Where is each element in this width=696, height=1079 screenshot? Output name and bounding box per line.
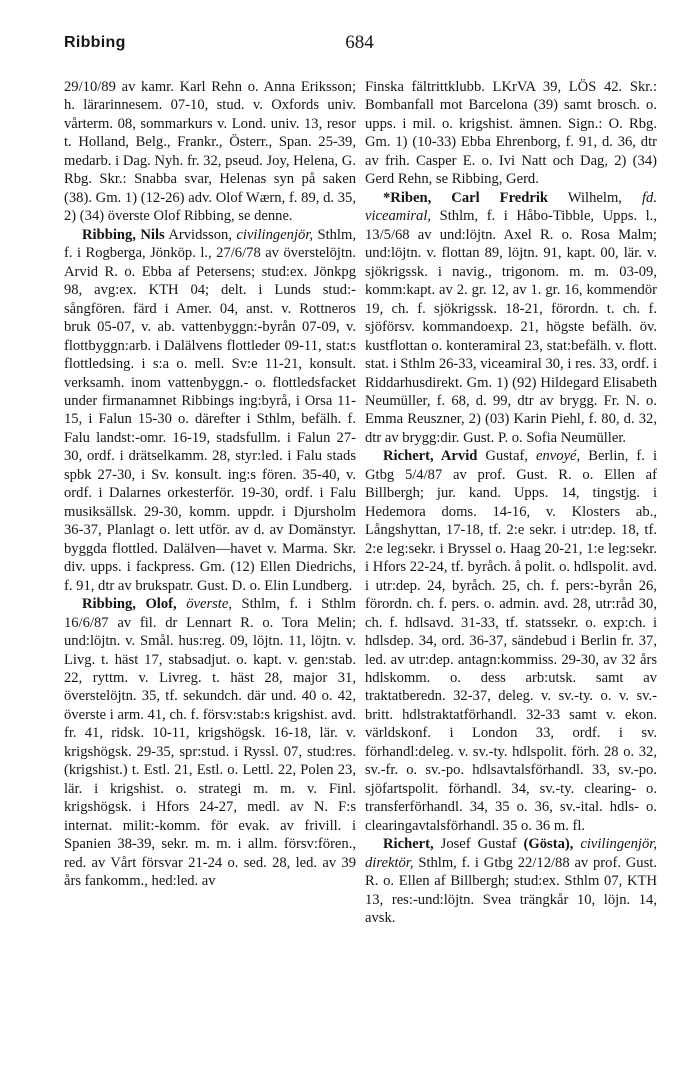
entry-text: Finska fältrittklubb. LKrVA 39, LÖS 42. Skr.: Bombanfall mot Barcelona (39) samt brosch. o. upps. i mil. o. krigshist. ämnen. Sign.: O. Rbg. Gm. 1) (10-33) Ebba Ehrenborg, f. 91, d. 36, dtr av frih. Casper E. o. Ivi Natt och Dag, 2) (34) Gerd Rehn, se Ribbing, Gerd.	[365, 79, 657, 188]
entry-name: Ribbing, Nils	[82, 226, 165, 243]
page-number: 684	[345, 32, 374, 53]
entry-continuation	[64, 78, 356, 226]
running-title: Ribbing	[64, 34, 126, 51]
entry-name: *Riben, Carl Fredrik	[383, 189, 549, 206]
entry-name: Ribbing, Olof,	[82, 596, 177, 613]
entry-given-names: Josef Gustaf	[440, 836, 517, 853]
entry-richert-arvid	[365, 447, 657, 835]
entry-given-names: Arvidsson,	[168, 226, 232, 243]
entry-text: Sthlm, f. i Rogberga, Jönköp. l., 27/6/78 av överstelöjtn. Arvid R. o. Ebba af Petersens; stud:ex. Jönkpg 98, avg:ex. KTH 04; delt. i Lunds stud:-sångfören. färd i Amer. 04, anst. v. Rottneros bruk 05-07, v. ab. vattenbyggn:-byrån 07-09, v. flottbyggn:arb. i Dalälvens flottleder 09-11, stat:s flottledsing. i s:a o. mell. Sv:e 11-21, konsult. verksamh. inom vattenbyggn.- o. flottledsfacket under firmanamnet Ribbings ing:byrå, i Orsa 11-15, i Falun 15-30 o. därefter i Sthlm, befälh. f. Falu landst:-omr. 16-19, stadsfullm. i Falun 27-30, ordf. i drätselkamm. 28, styr:led. i Falu stads spbk 27-30, i Sv. konsult. ing:s fören. 35-40, v. ordf. i Dalarnes orkesterför. 19-30, ordf. i Falu musiksällsk. 29-30, komm. uppdr. i Djursholm 36-37, Planlagt o. lett utför. av d. av Domänstyr. byggda flottled. Dalälven—havet v. Marma. Skr. div. upps. i fackpress. Gm. (12) Ellen Diedrichs, f. 91, dtr av brukspatr. Gust. D. o. Elin Lundberg.	[64, 226, 356, 594]
entry-ribbing-olof	[64, 595, 356, 891]
entry-richert-gosta	[365, 835, 657, 927]
left-column	[64, 78, 356, 891]
entry-name: Richert, Arvid	[383, 448, 478, 465]
entry-title: överste,	[186, 596, 232, 613]
entry-ribbing-nils	[64, 226, 356, 595]
right-column	[365, 78, 657, 928]
entry-text: Sthlm, f. i Sthlm 16/6/87 av fil. dr Lennart R. o. Tora Melin; und:löjtn. v. Smål. hus:reg. 09, löjtn. 11, löjtn. v. Livg. t. häst 17, stabsadjut. o. kapt. v. gen:stab. 22, ryttm. v. Livreg. t. häst 28, major 31, överstelöjtn. 35, tf. sekundch. där und. 40 o. 42, överste i arm. 41, ch. f. försv:stab:s krigshist. avd. fr. 41, ridsk. 10-11, krigshögsk. 16-18, lär. v. krigshögsk. 29-35, spr:stud. i Ryssl. 07, stud:res. (krigshist.) t. Estl. 21, Estl. o. Lettl. 22, Polen 23, lär. i krigshist. o. strategi m. m. v. Finl. krigshögsk. i Hfors 24-27, medl. av N. F:s internat. milit:-komm. för evak. av frivill. i Spanien 38-39, sekr. m. m. i allm. försv:fören., red. av Vårt försvar 21-24 o. sed. 28, led. av 39 års fankomm., hed:led. av	[64, 596, 356, 890]
entry-riben-carl-fredrik	[365, 189, 657, 448]
entry-continuation	[365, 78, 657, 189]
entry-title: envoyé,	[536, 448, 581, 465]
entry-title: fd. viceamiral,	[365, 189, 657, 225]
entry-text: Berlin, f. i Gtbg 5/4/87 av prof. Gust. R. o. Ellen af Billbergh; jur. kand. Upps. 14, tingstjg. i Hedemora doms. 14-16, v. Klosters ab., Långshyttan, 17-18, tf. 2:e sekr. i utr:dep. 18, tf. 2:e leg:sekr. i Bryssel o. Haag 20-21, 1:e leg:sekr. i Hfors 22-24, tf. byråch. å polit. o. hdlspolit. avd. i utr:dep. 24, byråch. 25, ch. f. pers:-byrån 26, förordn. ch. f. pers. o. admin. avd. 28, utr:råd 30, ch. f. hdlsavd. 31-33, tf. statssekr. o. exp:ch. i hdlsdep. 34, ord. 36-37, sändebud i Berlin fr. 37, led. av utr:dep. antagn:kommiss. 29-30, av 32 års hdlskomm. o. dess arb:utsk. samt av traktatberedn. 32-37, deleg. v. sv.-ty. o. v. sv.-britt. hdlstraktatförhandl. 32-33 samt v. ekon. världskonf. i London 33, ordf. i sv. förhandl:deleg. v. sv.-ty. hdlspolit. förh. 28 o. 32, sv.-fr. o. sv.-po. hdlsavtalsförhandl. 33, sv.-po. sjöfartspolit. förhandl. 34, sv.-ty. clearing- o. transferförhandl. 34, 35 o. 36, sv.-ital. hdls- o. clearingavtalsförhandl. 35 o. 36 m. fl.	[365, 448, 657, 834]
entry-name: Richert,	[383, 836, 434, 853]
entry-given-names: Wilhelm,	[567, 189, 622, 206]
entry-title: civilingenjör, direktör,	[365, 836, 657, 871]
entry-title: civilingenjör,	[236, 226, 314, 243]
entry-nickname: (Gösta),	[523, 836, 574, 853]
running-head	[64, 30, 655, 56]
entry-text: 29/10/89 av kamr. Karl Rehn o. Anna Eriksson; h. lärarinnesem. 07-10, stud. v. Oxfords univ. vårterm. 08, sommarkurs v. Lond. univ. 13, resor t. Holland, Belg., Frankr., Österr., Span. 25-39, medarb. i Dag. Nyh. fr. 32, pseud. Joy, Helena, G. Rbg. Skr.: Snabba svar, Helenas syn på saken (38). Gm. 1) (12-26) adv. Olof Wærn, f. 89, d. 35, 2) (34) överste Olof Ribbing, se denne.	[64, 79, 356, 225]
entry-given-names: Gustaf,	[485, 448, 528, 465]
entry-text: Sthlm, f. i Håbo-Tibble, Upps. l., 13/5/68 av und:löjtn. Axel R. o. Rosa Malm; und:löjtn. v. flottan 89, löjtn. 91, kapt. 00, lär. v. sjökrigssk. i navig., trigonom. m. m. 03-09, komm:kapt. av 2. gr. 12, av 1. gr. 16, kommendör 19, ch. f. sjökrigssk. 18-21, förordn. t. ch. f. sjöförsv. kommandoexp. 21, högste befälh. öv. kustflottan o. konteramiral 23, stat:befälh. v. flott. stat. i Sthlm 26-33, viceamiral 30, i res. 33, ordf. i Riddarhusdirekt. Gm. 1) (92) Hildegard Elisabeth Neumüller, f. 68, d. 99, dtr av brygg. Fr. N. o. Emma Reuszner, 2) (03) Karin Piehl, f. 80, d. 32, dtr av brygg:dir. Gust. P. o. Sofia Neumüller.	[365, 208, 657, 446]
entry-text: Sthlm, f. i Gtbg 22/12/88 av prof. Gust. R. o. Ellen af Billbergh; stud:ex. Sthlm 07, KTH 13, res:-und:löjtn. Svea trängkår 10, löjn. 14, avsk.	[365, 854, 657, 927]
